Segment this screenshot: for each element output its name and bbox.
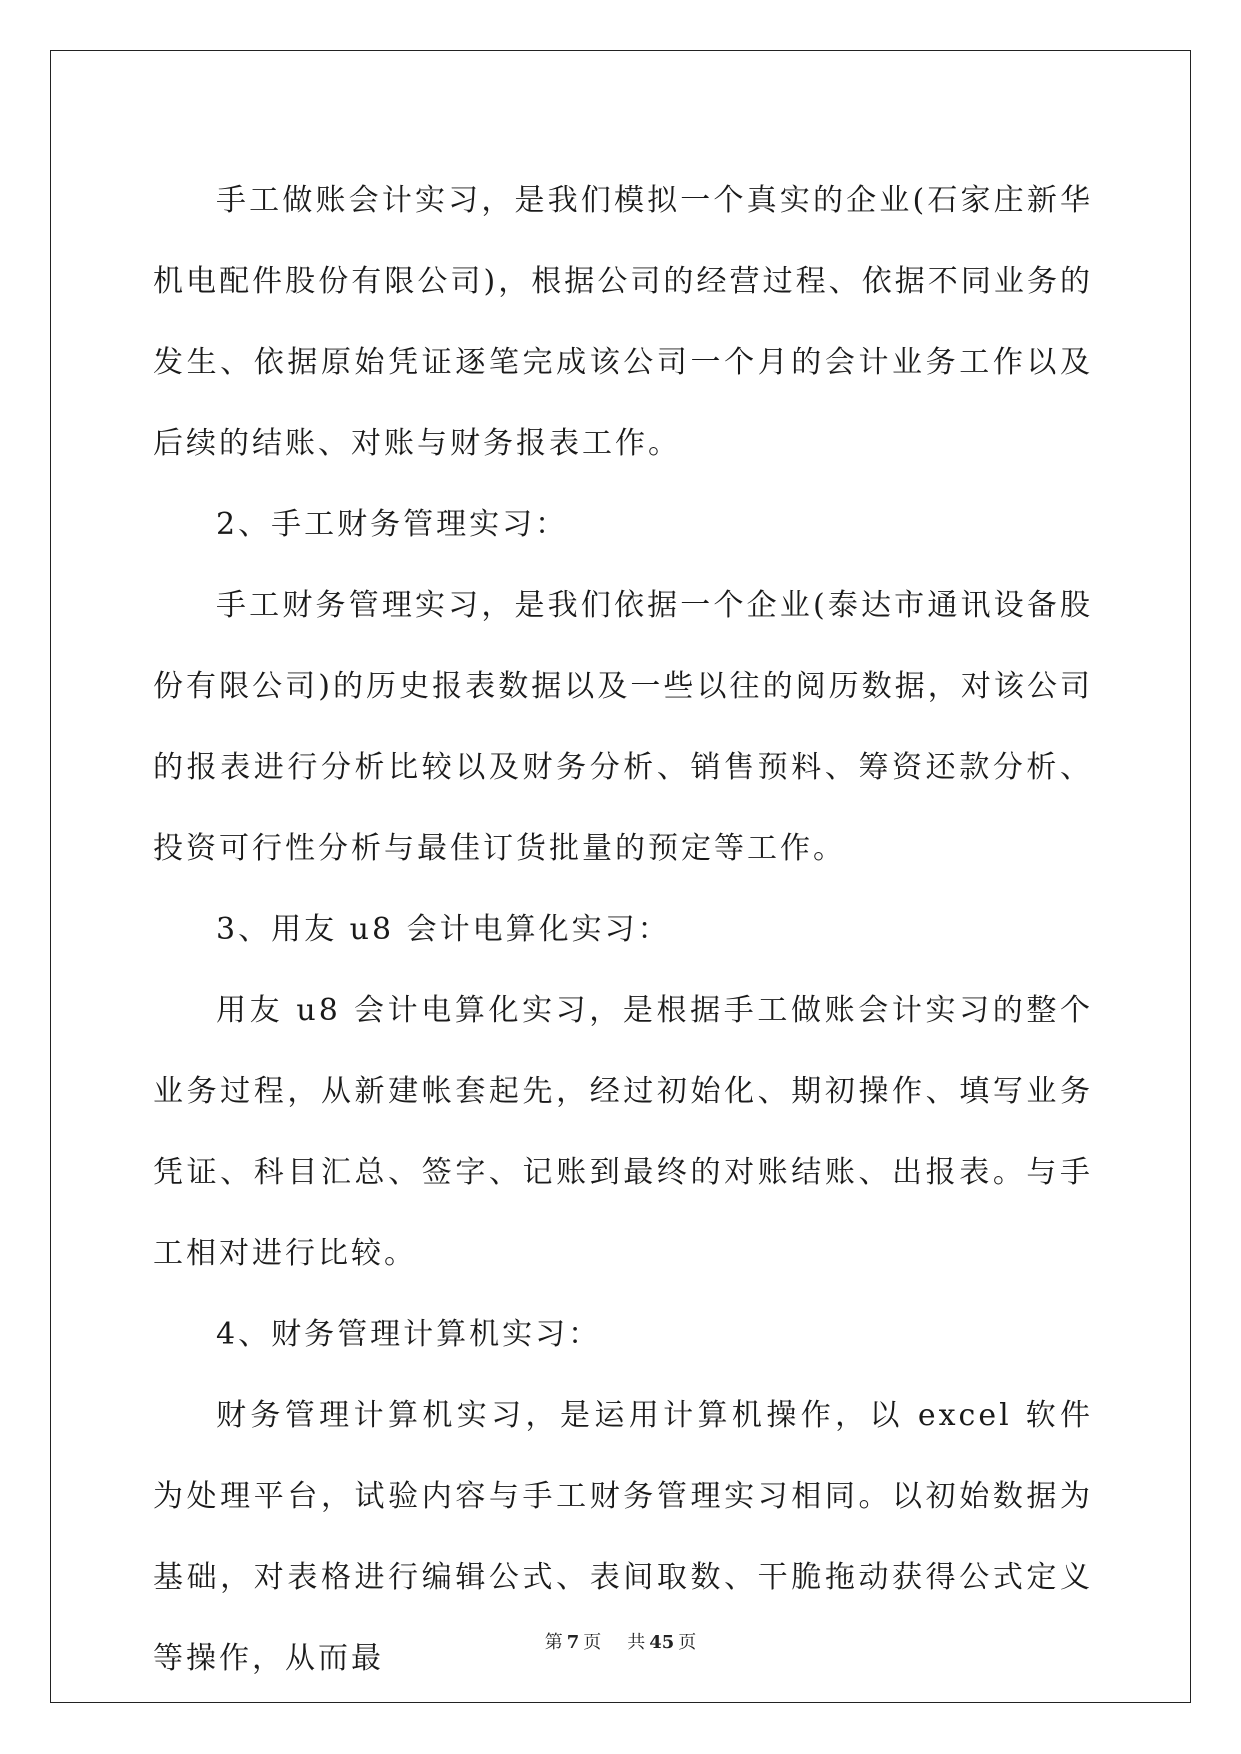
total-suffix: 页 (678, 1632, 697, 1653)
page-number: 7 (566, 1632, 580, 1653)
paragraph-1: 手工做账会计实习，是我们模拟一个真实的企业(石家庄新华机电配件股份有限公司)，根据公司的经营过程、依据不同业务的发生、依据原始凭证逐笔完成该公司一个月的会计业务工作以及后续的结账、对账与财务报表工作。 (153, 183, 1093, 461)
document-body (153, 160, 1093, 1699)
heading-2: 2、手工财务管理实习： (216, 507, 569, 542)
page-suffix: 页 (583, 1632, 602, 1653)
page-footer (0, 1628, 1241, 1654)
paragraph-3: 用友 u8 会计电算化实习，是根据手工做账会计实习的整个业务过程，从新建帐套起先，经过初始化、期初操作、填写业务凭证、科目汇总、签字、记账到最终的对账结账、出报表。与手工相对进行比较。 (153, 993, 1093, 1271)
paragraph-2: 手工财务管理实习，是我们依据一个企业(泰达市通讯设备股份有限公司)的历史报表数据以及一些以往的阅历数据，对该公司的报表进行分析比较以及财务分析、销售预料、筹资还款分析、投资可行性分析与最佳订货批量的预定等工作。 (153, 588, 1093, 866)
page-prefix: 第 (544, 1632, 563, 1653)
heading-3: 3、用友 u8 会计电算化实习： (216, 912, 671, 947)
heading-4: 4、财务管理计算机实习： (216, 1317, 602, 1352)
paragraph-4: 财务管理计算机实习，是运用计算机操作，以 excel 软件为处理平台，试验内容与手工财务管理实习相同。以初始数据为基础，对表格进行编辑公式、表间取数、干脆拖动获得公式定义等操作，从而最 (153, 1398, 1093, 1676)
total-prefix: 共 (627, 1632, 646, 1653)
total-pages: 45 (649, 1632, 675, 1653)
